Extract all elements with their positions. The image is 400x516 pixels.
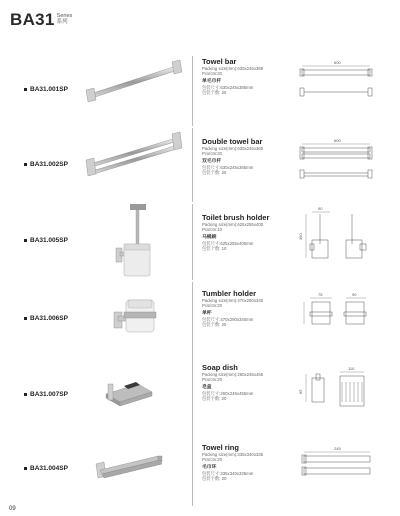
product-name-cn: 皂盒 bbox=[202, 385, 212, 390]
product-info bbox=[202, 290, 290, 327]
dimension-label: 90 bbox=[318, 206, 323, 211]
technical-drawing bbox=[290, 128, 390, 204]
product-name: Towel ring bbox=[202, 443, 239, 452]
packing-size-en: Packing size(mm):630x245x360 bbox=[202, 146, 264, 151]
technical-drawing bbox=[290, 282, 390, 358]
pcs-per-carton-en: Pcs/ctn:10 bbox=[202, 227, 223, 232]
product-name-cn: 马桶刷 bbox=[202, 235, 217, 240]
series-word: Series bbox=[56, 13, 73, 19]
packing-size-en: Packing size(mm):630x245x385 bbox=[202, 66, 264, 71]
dimension-label: 600 bbox=[334, 60, 341, 65]
bullet-icon bbox=[24, 317, 27, 320]
product-name: Tumbler holder bbox=[202, 289, 257, 298]
product-row-towel-bar bbox=[0, 52, 400, 128]
bullet-icon bbox=[24, 163, 27, 166]
pcs-per-carton-en: Pcs/ctn:20 bbox=[202, 151, 223, 156]
dimension-label: 245 bbox=[334, 446, 341, 451]
product-info bbox=[202, 214, 290, 251]
packing-size-cn: 包装尺寸:630x245x385mm bbox=[202, 85, 254, 90]
page-number: 09 bbox=[9, 506, 16, 512]
row-divider bbox=[192, 282, 193, 358]
series-subtitle bbox=[57, 13, 73, 25]
packing-size-en: Packing size(mm):260x245x455 bbox=[202, 372, 264, 377]
product-name: Towel bar bbox=[202, 57, 237, 66]
product-row-soap-dish bbox=[0, 358, 400, 434]
bullet-icon bbox=[24, 393, 27, 396]
towel-bar-photo bbox=[78, 52, 188, 128]
bullet-icon bbox=[24, 88, 27, 91]
product-sku: BA31.006SP bbox=[24, 315, 68, 322]
towel-ring-photo bbox=[78, 434, 188, 510]
pcs-per-carton-en: Pcs/ctn:20 bbox=[202, 457, 223, 462]
packing-size-en: Packing size(mm):335x340x335 bbox=[202, 452, 264, 457]
row-divider bbox=[192, 128, 193, 202]
product-name-cn: 单毛巾杆 bbox=[202, 79, 222, 84]
technical-drawing bbox=[290, 52, 390, 128]
row-divider bbox=[192, 204, 193, 280]
packing-size-cn: 包装尺寸:260x245x455mm bbox=[202, 391, 254, 396]
dimension-label: 75 bbox=[318, 292, 323, 297]
product-info bbox=[202, 138, 290, 175]
dimension-label: 90 bbox=[352, 292, 357, 297]
product-info bbox=[202, 58, 290, 95]
pcs-per-carton-cn: 包装个数: 10 bbox=[202, 246, 227, 251]
series-header bbox=[10, 10, 72, 30]
row-divider bbox=[192, 358, 193, 434]
product-name-cn: 毛巾环 bbox=[202, 465, 217, 470]
pcs-per-carton-en: Pcs/ctn:20 bbox=[202, 303, 223, 308]
packing-size-en: Packing size(mm):470x290x340 bbox=[202, 298, 264, 303]
packing-size-en: Packing size(mm):625x255x400 bbox=[202, 222, 264, 227]
technical-drawing bbox=[290, 434, 390, 510]
product-row-tumbler-holder bbox=[0, 282, 400, 358]
row-divider bbox=[192, 56, 193, 126]
toilet-brush-holder-photo bbox=[78, 204, 188, 280]
series-code: BA31 bbox=[10, 10, 55, 29]
dimension-label: 600 bbox=[334, 138, 341, 143]
product-sku: BA31.002SP bbox=[24, 161, 68, 168]
packing-size-cn: 包装尺寸:470x290x340mm bbox=[202, 317, 254, 322]
series-cn: 系列 bbox=[56, 19, 68, 25]
soap-dish-photo bbox=[78, 358, 188, 434]
product-info bbox=[202, 364, 290, 401]
technical-drawing bbox=[290, 204, 390, 280]
product-name: Double towel bar bbox=[202, 137, 263, 146]
product-name-cn: 单杯 bbox=[202, 311, 212, 316]
product-sku: BA31.004SP bbox=[24, 465, 68, 472]
pcs-per-carton-cn: 包装个数: 20 bbox=[202, 476, 227, 481]
pcs-per-carton-en: Pcs/ctn:20 bbox=[202, 377, 223, 382]
product-info bbox=[202, 444, 290, 481]
technical-drawing bbox=[290, 358, 390, 434]
dimension-label: 110 bbox=[348, 366, 355, 371]
product-sku: BA31.005SP bbox=[24, 237, 68, 244]
product-sku: BA31.007SP bbox=[24, 391, 68, 398]
product-row-towel-ring bbox=[0, 434, 400, 510]
dimension-label: 65 bbox=[298, 389, 303, 394]
dimension-label: 390 bbox=[298, 233, 303, 240]
row-divider bbox=[192, 434, 193, 506]
pcs-per-carton-cn: 包装个数: 20 bbox=[202, 90, 227, 95]
product-row-toilet-brush-holder bbox=[0, 204, 400, 280]
product-sku: BA31.001SP bbox=[24, 86, 68, 93]
packing-size-cn: 包装尺寸:630x245x365mm bbox=[202, 165, 254, 170]
product-row-double-towel-bar bbox=[0, 128, 400, 204]
bullet-icon bbox=[24, 467, 27, 470]
product-name: Toilet brush holder bbox=[202, 213, 270, 222]
packing-size-cn: 包装尺寸:335x340x335mm bbox=[202, 471, 254, 476]
packing-size-cn: 包装尺寸:625x255x400mm bbox=[202, 241, 254, 246]
tumbler-holder-photo bbox=[78, 282, 188, 358]
pcs-per-carton-cn: 包装个数: 20 bbox=[202, 170, 227, 175]
bullet-icon bbox=[24, 239, 27, 242]
product-name: Soap dish bbox=[202, 363, 238, 372]
double-towel-bar-photo bbox=[78, 128, 188, 204]
pcs-per-carton-cn: 包装个数: 20 bbox=[202, 322, 227, 327]
pcs-per-carton-cn: 包装个数: 20 bbox=[202, 396, 227, 401]
product-name-cn: 双毛巾杆 bbox=[202, 159, 222, 164]
pcs-per-carton-en: Pcs/ctn:20 bbox=[202, 71, 223, 76]
